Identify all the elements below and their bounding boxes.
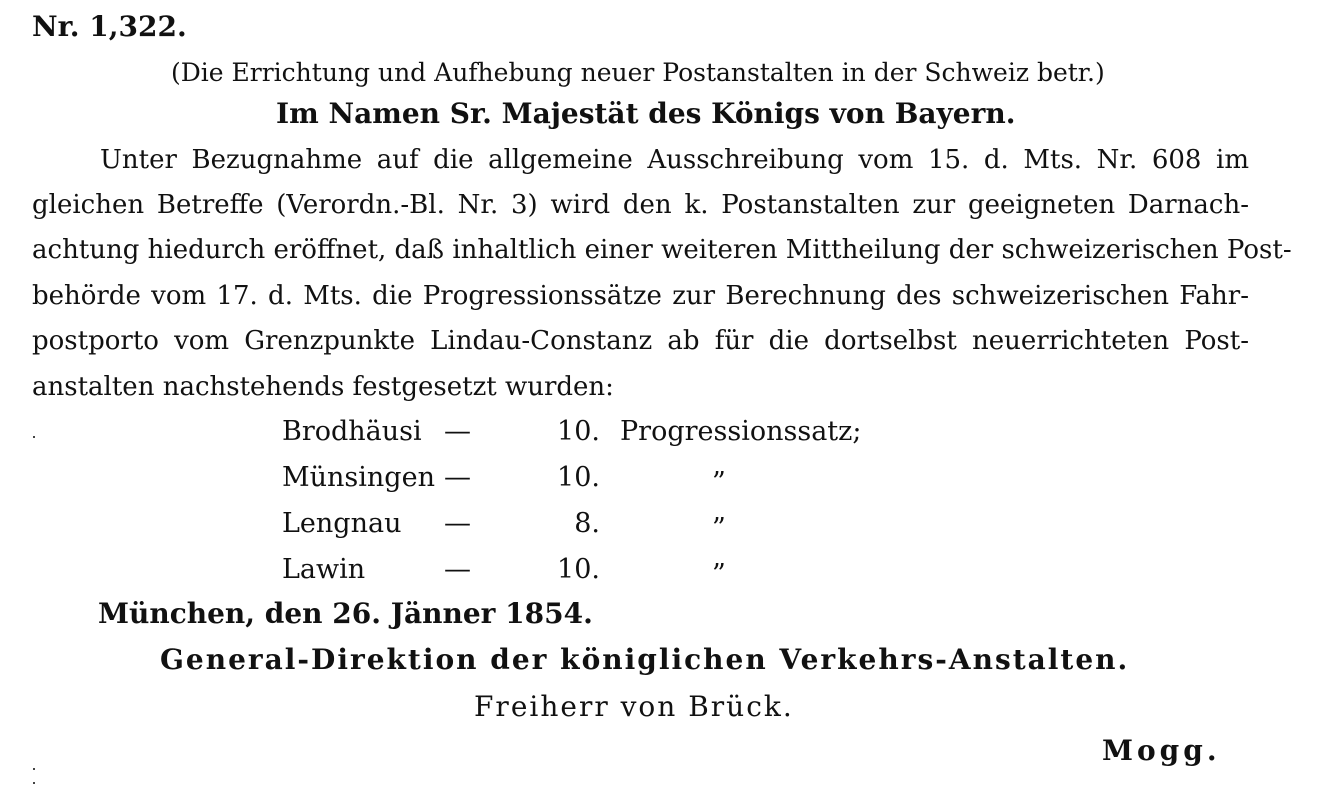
rate-place: Münsingen bbox=[282, 462, 435, 493]
rate-value: 10. bbox=[557, 462, 600, 493]
countersign-name: Mogg. bbox=[1102, 734, 1221, 767]
rate-ditto-mark: ” bbox=[712, 559, 726, 590]
rate-dash: — bbox=[444, 462, 471, 493]
rate-ditto-mark: ” bbox=[712, 513, 726, 544]
body-line-2: gleichen Betreffe (Verordn.-Bl. Nr. 3) wird den k. Postanstalten zur geeigneten Darnach- bbox=[32, 190, 1249, 220]
body-line-3: achtung hiedurch eröffnet, daß inhaltlich einer weiteren Mittheilung der schweizerischen Post- bbox=[32, 235, 1292, 265]
rate-value: 10. bbox=[557, 554, 600, 585]
rate-label: Progressionssatz; bbox=[620, 416, 862, 447]
rate-value: 10. bbox=[557, 416, 600, 447]
rate-place: Brodhäusi bbox=[282, 416, 422, 447]
document-invocation: Im Namen Sr. Majestät des Königs von Bayern. bbox=[276, 97, 1016, 130]
body-line-6: anstalten nachstehends festgesetzt wurden: bbox=[32, 372, 614, 402]
body-line-1: Unter Bezugnahme auf die allgemeine Ausschreibung vom 15. d. Mts. Nr. 608 im bbox=[100, 145, 1249, 175]
rate-dash: — bbox=[444, 508, 471, 539]
issuing-authority: General-Direktion der königlichen Verkehrs-Anstalten. bbox=[160, 643, 1130, 676]
scan-speck bbox=[33, 436, 35, 438]
rate-dash: — bbox=[444, 554, 471, 585]
body-line-5: postporto vom Grenzpunkte Lindau-Constanz ab für die dortselbst neuerrichteten Post- bbox=[32, 326, 1249, 356]
rate-place: Lawin bbox=[282, 554, 366, 585]
scan-speck bbox=[33, 782, 35, 784]
scan-speck bbox=[33, 768, 35, 770]
rate-value: 8. bbox=[574, 508, 600, 539]
document-number: Nr. 1,322. bbox=[32, 10, 187, 43]
document-subject: (Die Errichtung und Aufhebung neuer Postanstalten in der Schweiz betr.) bbox=[171, 58, 1105, 87]
rate-place: Lengnau bbox=[282, 508, 402, 539]
signer-name: Freiherr von Brück. bbox=[474, 690, 794, 723]
dateline: München, den 26. Jänner 1854. bbox=[98, 597, 593, 630]
rate-ditto-mark: ” bbox=[712, 467, 726, 498]
rate-dash: — bbox=[444, 416, 471, 447]
body-line-4: behörde vom 17. d. Mts. die Progressionssätze zur Berechnung des schweizerischen Fahr- bbox=[32, 281, 1249, 311]
